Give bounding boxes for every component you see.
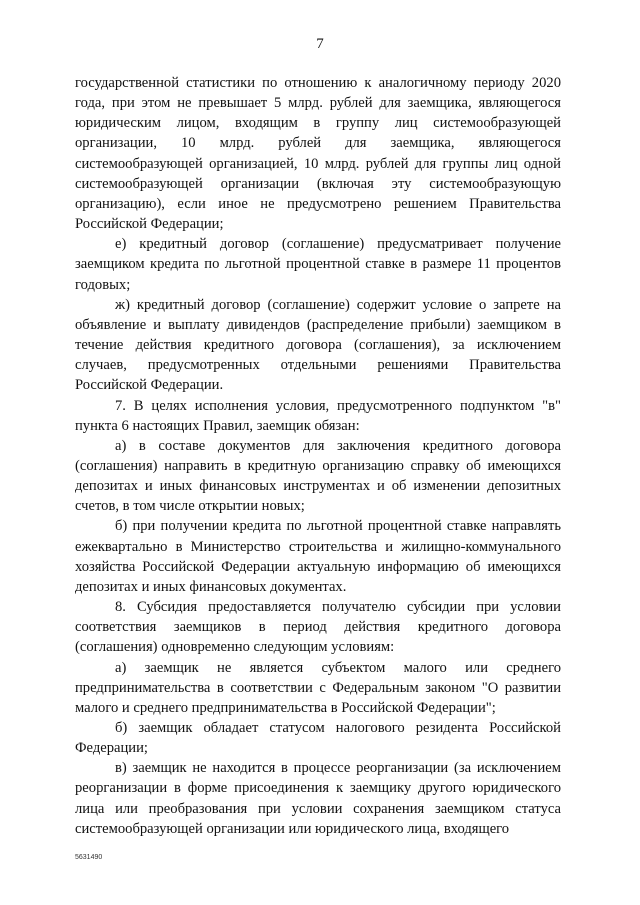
- page-number: 7: [316, 36, 324, 52]
- paragraph-item-zh: ж) кредитный договор (соглашение) содержит условие о запрете на объявление и выплату дивидендов (распределение прибыли) заемщиком в течение действия кредитного договора (соглашения), за исключением случаев, предусмотренных отдельными решениями Правительства Российской Федерации.: [75, 296, 561, 394]
- paragraph-clause-7: 7. В целях исполнения условия, предусмотренного подпунктом "в" пункта 6 настоящих Правил, заемщик обязан:: [75, 397, 561, 434]
- paragraph-clause-8v: в) заемщик не находится в процессе реорганизации (за исключением реорганизации в форме присоединения к заемщику другого юридического лица или преобразования при условии сохранения заемщиком статуса системообразующей организации или юридического лица, входящего: [75, 760, 561, 837]
- paragraph-clause-8: 8. Субсидия предоставляется получателю субсидии при условии соответствия заемщиков в период действия кредитного договора (соглашения) одновременно следующим условиям:: [75, 599, 561, 656]
- paragraph-clause-8a: а) заемщик не является субъектом малого или среднего предпринимательства в соответствии с Федеральным законом "О развитии малого и среднего предпринимательства в Российской Федерации";: [75, 659, 561, 716]
- paragraph-clause-8b: б) заемщик обладает статусом налогового резидента Российской Федерации;: [75, 720, 561, 757]
- document-code: 5631490: [75, 854, 103, 861]
- paragraph-continuation: государственной статистики по отношению к аналогичному периоду 2020 года, при этом не превышает 5 млрд. рублей для заемщика, являющегося юридическим лицом, входящим в группу лиц системообразующей организации, 10 млрд. рублей для заемщика, являющегося системообразующей организацией, 10 млрд. рублей для группы лиц одной системообразующей организации (включая эту системообразующую организацию), если иное не предусмотрено решением Правительства Российской Федерации;: [75, 75, 561, 233]
- paragraph-clause-7a: а) в составе документов для заключения кредитного договора (соглашения) направить в кредитную организацию справку об имеющихся депозитах и иных финансовых инструментах и об изменении депозитных счетов, в том числе открытии новых;: [75, 437, 561, 515]
- paragraph-item-e: е) кредитный договор (соглашение) предусматривает получение заемщиком кредита по льготной процентной ставке в размере 11 процентов годовых;: [75, 236, 561, 293]
- document-body: [75, 73, 561, 839]
- paragraph-clause-7b: б) при получении кредита по льготной процентной ставке направлять ежеквартально в Министерство строительства и жилищно-коммунального хозяйства Российской Федерации актуальную информацию об имеющихся депозитах и иных финансовых документах.: [75, 518, 561, 595]
